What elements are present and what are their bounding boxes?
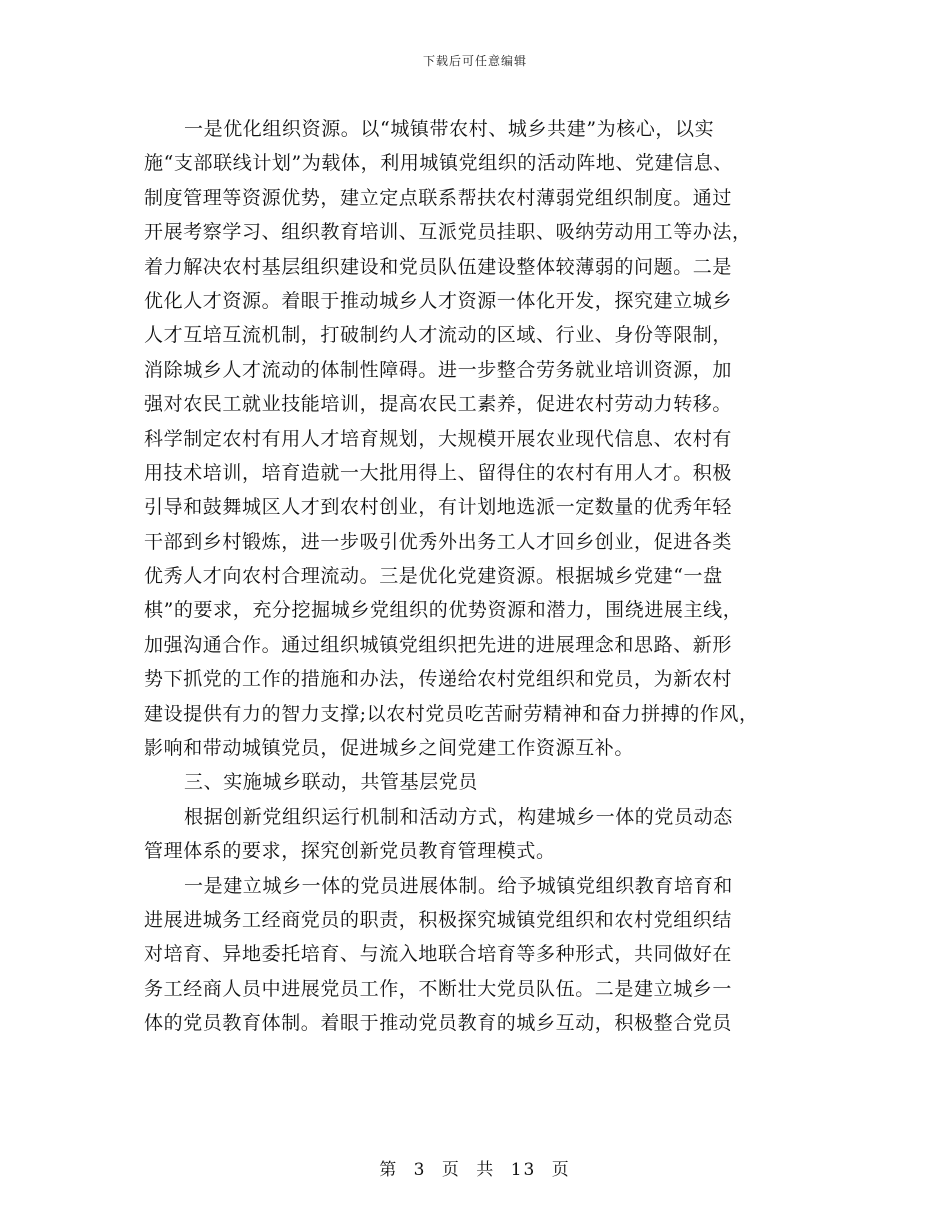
body-line: 强对农民工就业技能培训，提高农民工素养，促进农村劳动力转移。: [144, 393, 733, 416]
body-line: 着力解决农村基层组织建设和党员队伍建设整体较薄弱的问题。二是: [144, 255, 733, 278]
footer-page-label: 第: [379, 1160, 399, 1180]
body-line: 棋”的要求，充分挖掘城乡党组织的优势资源和潜力，围绕进展主线，: [144, 599, 743, 622]
section-heading: 三、实施城乡联动，共管基层党员: [184, 771, 479, 794]
body-line: 科学制定农村有用人才培育规划，大规模开展农业现代信息、农村有: [144, 427, 733, 450]
body-line: 加强沟通合作。通过组织城镇党组织把先进的进展理念和思路、新形: [144, 633, 733, 656]
body-line: 人才互培互流机制，打破制约人才流动的区域、行业、身份等限制，: [144, 324, 733, 347]
body-line: 引导和鼓舞城区人才到农村创业，有计划地选派一定数量的优秀年轻: [144, 496, 733, 519]
document-body: [144, 112, 834, 1041]
body-line: 进展进城务工经商党员的职责，积极探究城镇党组织和农村党组织结: [144, 908, 733, 931]
body-line: 干部到乡村锻炼，进一步吸引优秀外出务工人才回乡创业，促进各类: [144, 530, 733, 553]
footer-total-unit: 页: [551, 1160, 571, 1180]
footer-page-unit: 页: [441, 1160, 461, 1180]
body-line: 优化人才资源。着眼于推动城乡人才资源一体化开发，探究建立城乡: [144, 289, 733, 312]
body-line: 用技术培训，培育造就一大批用得上、留得住的农村有用人才。积极: [144, 461, 733, 484]
body-line: 体的党员教育体制。着眼于推动党员教育的城乡互动，积极整合党员: [144, 1012, 733, 1035]
page-header-note: 下载后可任意编辑: [422, 54, 527, 68]
body-line: 施“支部联线计划”为载体，利用城镇党组织的活动阵地、党建信息、: [144, 152, 734, 175]
body-line: 制度管理等资源优势，建立定点联系帮扶农村薄弱党组织制度。通过: [144, 186, 733, 209]
footer-total-pages: 13: [510, 1160, 537, 1180]
body-line: 消除城乡人才流动的体制性障碍。进一步整合劳务就业培训资源，加: [144, 358, 733, 381]
body-line: 势下抓党的工作的措施和办法，传递给农村党组织和党员，为新农村: [144, 668, 733, 691]
footer-page-number: 3: [413, 1160, 427, 1180]
body-line: 一是优化组织资源。以“城镇带农村、城乡共建”为核心，以实: [184, 118, 715, 140]
body-line: 开展考察学习、组织教育培训、互派党员挂职、吸纳劳动用工等办法，: [144, 221, 752, 244]
footer-total-label: 共: [476, 1160, 496, 1180]
body-line: 务工经商人员中进展党员工作，不断壮大党员队伍。二是建立城乡一: [144, 977, 733, 1000]
body-line: 建设提供有力的智力支撑;以农村党员吃苦耐劳精神和奋力拼搏的作风，: [144, 702, 759, 725]
body-line: 优秀人才向农村合理流动。三是优化党建资源。根据城乡党建“一盘: [144, 565, 723, 588]
body-line: 根据创新党组织运行机制和活动方式，构建城乡一体的党员动态: [184, 805, 733, 828]
body-line: 管理体系的要求，探究创新党员教育管理模式。: [144, 840, 556, 863]
body-line: 影响和带动城镇党员，促进城乡之间党建工作资源互补。: [144, 737, 635, 760]
body-line: 一是建立城乡一体的党员进展体制。给予城镇党组织教育培育和: [184, 874, 733, 897]
page-footer: [0, 1155, 950, 1180]
body-line: 对培育、异地委托培育、与流入地联合培育等多种形式，共同做好在: [144, 943, 733, 966]
